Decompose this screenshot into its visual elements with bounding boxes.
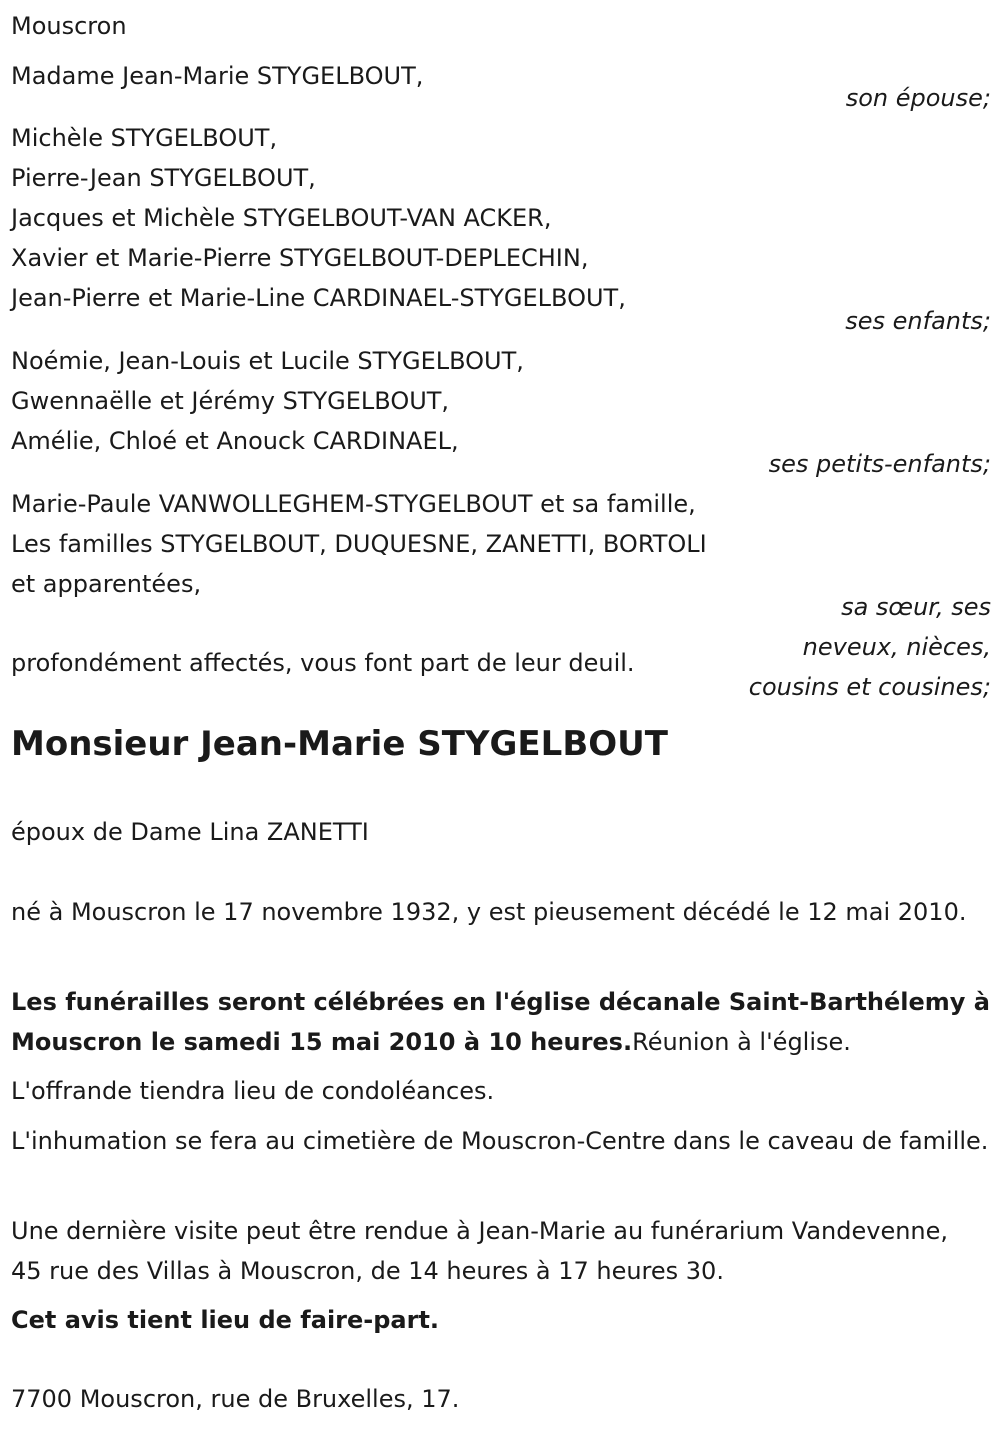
child-name: Michèle STYGELBOUT, xyxy=(11,124,278,152)
spouse-of-line: époux de Dame Lina ZANETTI xyxy=(11,818,369,846)
child-name: Pierre-Jean STYGELBOUT, xyxy=(11,164,316,192)
child-name: Jacques et Michèle STYGELBOUT-VAN ACKER, xyxy=(11,204,552,232)
child-name: Xavier et Marie-Pierre STYGELBOUT-DEPLECHIN, xyxy=(11,244,589,272)
funeral-paragraph xyxy=(11,982,996,1062)
family-name: et apparentées, xyxy=(11,570,202,598)
grandchild-name: Noémie, Jean-Louis et Lucile STYGELBOUT, xyxy=(11,347,524,375)
grandchild-name: Amélie, Chloé et Anouck CARDINAEL, xyxy=(11,427,459,455)
notice-line: Cet avis tient lieu de faire-part. xyxy=(11,1306,440,1334)
children-role: ses enfants; xyxy=(845,307,991,335)
grandchildren-role: ses petits-enfants; xyxy=(768,450,991,478)
family-name: Les familles STYGELBOUT, DUQUESNE, ZANETTI, BORTOLI xyxy=(11,530,707,558)
birth-death-paragraph: né à Mouscron le 17 novembre 1932, y est pieusement décédé le 12 mai 2010. xyxy=(11,898,967,926)
child-name: Jean-Pierre et Marie-Line CARDINAEL-STYGELBOUT, xyxy=(11,284,626,312)
deceased-name: Monsieur Jean-Marie STYGELBOUT xyxy=(11,724,668,764)
family-role-line: neveux, nièces, xyxy=(802,633,991,661)
funeral-details: Les funérailles seront célébrées en l'église décanale Saint-Barthélemy à Mouscron le samedi 15 mai 2010 à 10 heures. xyxy=(11,988,990,1056)
family-role-line: cousins et cousines; xyxy=(748,673,991,701)
city-heading: Mouscron xyxy=(11,12,127,40)
spouse-name: Madame Jean-Marie STYGELBOUT, xyxy=(11,62,424,90)
family-role-line: sa sœur, ses xyxy=(841,593,991,621)
offering-paragraph: L'offrande tiendra lieu de condoléances. xyxy=(11,1077,495,1105)
announcement-line: profondément affectés, vous font part de leur deuil. xyxy=(11,649,635,677)
burial-paragraph: L'inhumation se fera au cimetière de Mouscron-Centre dans le caveau de famille. xyxy=(11,1127,989,1155)
address-line: 7700 Mouscron, rue de Bruxelles, 17. xyxy=(11,1385,460,1413)
grandchild-name: Gwennaëlle et Jérémy STYGELBOUT, xyxy=(11,387,450,415)
funeral-meeting: Réunion à l'église. xyxy=(632,1028,851,1056)
visit-paragraph: Une dernière visite peut être rendue à Jean-Marie au funérarium Vandevenne, 45 rue des Villas à Mouscron, de 14 heures à 17 heures 30. xyxy=(11,1217,949,1285)
spouse-role: son épouse; xyxy=(845,84,991,112)
family-name: Marie-Paule VANWOLLEGHEM-STYGELBOUT et sa famille, xyxy=(11,490,696,518)
